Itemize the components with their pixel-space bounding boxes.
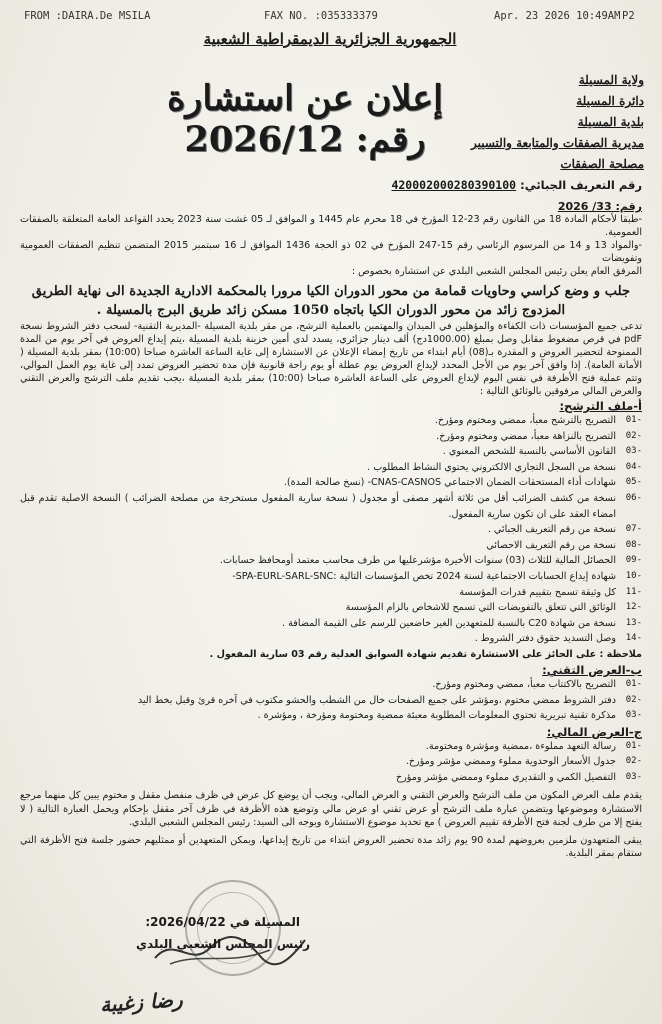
list-item-number: 03-	[625, 771, 642, 782]
list-item-text: رسالة التعهد مملوءة ،ممضية ومؤشرة ومختومة.	[425, 740, 616, 752]
candidacy-item	[20, 569, 642, 585]
list-item-text: التفصيل الكمي و التقديري مملوء وممضي مؤشر ومؤرخ	[395, 771, 616, 783]
list-item-text: نسخة من رقم التعريف الاحصائي	[486, 539, 616, 551]
candidacy-file-list	[20, 413, 642, 647]
list-item-number: 09-	[625, 555, 642, 566]
technical-item	[20, 693, 642, 709]
list-item-number: 02-	[625, 430, 642, 441]
preamble-line: المرفق العام يعلن رئيس المجلس الشعبي البلدي عن استشارة بخصوص :	[351, 266, 642, 277]
list-item-text: مذكرة تقنية تبريرية تحتوي المعلومات المطلوبة معبئة ممضية ومختومة ومؤرخة ، ومؤشرة .	[257, 710, 616, 722]
list-item-number: 03-	[625, 710, 642, 721]
financial-item	[20, 754, 642, 770]
reference-number: رقم: 33/ 2026	[557, 200, 642, 213]
list-item-number: 13-	[625, 617, 642, 628]
candidacy-item	[20, 460, 642, 476]
list-item-number: 14-	[625, 633, 642, 644]
signatory-name: رضا زغيبة	[99, 987, 184, 1017]
financial-item	[20, 770, 642, 786]
list-item-text: نسخة من شهادة C20 بالنسبة للمتعهدين الغير خاضعين للرسم على القيمة المضافة .	[282, 617, 616, 629]
tax-id-value: 420002000280390100	[391, 178, 517, 192]
document-body	[20, 200, 642, 861]
candidacy-item	[20, 616, 642, 632]
list-item-text: التصريح بالنزاهة معبأ، ممضي ومختوم ومؤرخ.	[436, 430, 616, 442]
list-item-text: الوثائق التي تتعلق بالتفويضات التي تسمح للاشخاص بالزام المؤسسة	[345, 602, 616, 614]
list-item-text: القانون الأساسي بالنسبة للشخص المعنوي .	[442, 446, 616, 458]
list-item-number: 01-	[625, 678, 642, 689]
candidacy-item	[20, 475, 642, 491]
list-item-text: نسخة من كشف الضرائب أقل من ثلاثة أشهر مصفى أو مجدول ( نسخة سارية المفعول مستخرجة من مصلحة الضرائب ) النسخة الاصلية تقدم قبل امضاء العقد على ان تكون سارية المفعول.	[20, 492, 616, 520]
list-item-text: التصريح بالاكتتاب معبأ، ممضي ومختوم ومؤرخ.	[432, 678, 616, 690]
candidacy-item	[20, 538, 642, 554]
preamble-line: -والمواد 13 و 14 من المرسوم الرئاسي رقم 15-247 المؤرخ في 02 ذو الحجة 1436 الموافق لـ 16 سبتمبر 2015 المتضمن تنظيم الصفقات العمومية وتفويضات	[20, 240, 643, 264]
closing-paragraph: يبقى المتعهدون ملزمين بعروضهم لمدة 90 يوم زائد مدة تحضير العروض ابتداء من تاريخ إيداعها، ويمكن المتعهدين أو ممثليهم حضور جلسة فتح الأظرفة التي ستقام بمقر البلدية.	[20, 834, 642, 860]
list-item-text: نسخة من رقم التعريف الجبائي .	[487, 524, 616, 536]
admin-directorate: مديرية الصفقات والمتابعة والتسيير	[470, 136, 644, 150]
consultation-title: إعلان عن استشارة رقم: 2026/12	[167, 78, 443, 160]
candidacy-item	[20, 600, 642, 616]
republic-heading: الجمهورية الجزائرية الديمقراطية الشعبية	[203, 30, 457, 48]
admin-daira: دائرة المسيلة	[576, 94, 644, 108]
list-item-number: 02-	[625, 694, 642, 705]
intro-paragraph: تدعى جميع المؤسسات ذات الكفاءة والمؤهلين في الميدان والمهتمين بالعملية الترشح، من مقر بلدية المسيلة -المديرية التقنية- لسحب دفتر الشروط نسخة pdF في قرص مضغوط مقابل وصل بمبلغ (1000.00دج) ألف دينار جزائري، يسدد لدى أمين خزينة بلدية المسيلة ،يتم إيداع العروض في آخر يوم من المدة الممنوحة لتحضير العروض و المقدرة بـ(08) أيام ابتداء من تاريخ إمضاء الإعلان عن الاستشارة إلى غاية الساعة العاشرة صباحا (10:00) بمقر بلدية المسيلة ( الأمانة العامة). إذا وافق آخر يوم من الأجل المحدد لإيداع العروض يوم عطلة أو يوم راحة قانونية فإن مدة تحضير العروض تمدد إلى غاية يوم العمل الموالي، وتتم عملية فتح الأظرفة في نفس اليوم لإيداع العروض على الساعة العاشرة صباحا (10:00) بمقر بلدية المسيلة ،يجب تقديم ملف الترشح والعرض التقني والعرض المالي مرفوقين بالوثائق التالية :	[20, 321, 643, 397]
financial-item	[20, 739, 642, 755]
list-item-number: 07-	[625, 524, 642, 535]
list-item-number: 02-	[625, 756, 642, 767]
fax-number: FAX NO. :035333379	[264, 10, 378, 22]
list-item-text: كل وثيقة تسمح بتقييم قدرات المؤسسة	[459, 586, 616, 598]
candidacy-item	[20, 553, 642, 569]
financial-offer-heading: ج-العرض المالي:	[546, 724, 642, 739]
candidacy-item	[20, 413, 642, 429]
fax-from: FROM :DAIRA.De MSILA	[24, 10, 151, 22]
financial-offer-list	[20, 739, 642, 786]
candidacy-item	[20, 491, 642, 522]
list-item-number: 04-	[625, 461, 642, 472]
fax-header	[24, 10, 642, 26]
list-item-text: جدول الأسعار الوحدوية مملوء وممضي مؤشر ومؤرخ.	[405, 756, 616, 768]
candidacy-file-heading: أ-ملف الترشح:	[559, 399, 642, 413]
tax-id-label: رقم التعريف الجبائي:	[520, 178, 642, 192]
fax-page-number: P2	[622, 10, 635, 22]
admin-service: مصلحة الصفقات	[560, 157, 644, 171]
administration-block	[454, 70, 644, 175]
list-item-number: 01-	[625, 740, 642, 751]
consultation-subject: جلب و وضع كراسي وحاويات قمامة من محور الدوران الكيا مرورا بالمحكمة الادارية الجديدة الى نهاية الطريق المزدوج زائد من محور الدوران الكيا باتجاه 1050 مسكن زائد طريق البرج بالمسيلة .	[31, 284, 631, 318]
signature-place-date: المسيلة في 2026/04/22:	[145, 915, 300, 929]
list-item-text: نسخة من السجل التجاري الالكتروني يحتوي النشاط المطلوب .	[367, 461, 616, 473]
candidacy-item	[20, 429, 642, 445]
list-item-text: التصريح بالترشح معبأ، ممضي ومختوم ومؤرخ.	[434, 415, 616, 426]
list-item-number: 10-	[625, 570, 642, 581]
candidacy-note: ملاحظة : على الحائز على الاستشارة تقديم شهادة السوابق العدلية رقم 03 سارية المفعول .	[209, 648, 642, 660]
technical-item	[20, 708, 642, 724]
list-item-text: وصل التسديد حقوق دفتر الشروط .	[474, 633, 616, 645]
candidacy-item	[20, 585, 642, 601]
closing-paragraph: يقدم ملف العرض المكون من ملف الترشح والعرض التقني و العرض المالي، ويجب أن يوضع كل عرض في ظرف منفصل مقفل و مختوم يبين كل منهما مرجع الاستشارة وموضوعها ويتضمن عبارة ملف الترشح أو عرض تقني او عرض مالي وتوضع هذه الأظرفة في ظرف آخر مقفل بإحكام ويحمل العبارة التالية ( لا يفتح إلا من طرف لجنة فتح الأظرفة تقييم العروض ) مع تحديد موضوع الاستشارة ويوجه الى السيد: رئيس المجلس الشعبي البلدي.	[20, 790, 642, 829]
admin-commune: بلدية المسيلة	[577, 115, 644, 129]
tax-id-line	[391, 178, 642, 192]
candidacy-item	[20, 631, 642, 647]
signature-block	[60, 915, 310, 1020]
technical-offer-list	[20, 677, 642, 724]
candidacy-item	[20, 444, 642, 460]
list-item-number: 08-	[625, 539, 642, 550]
list-item-text: شهادة إيداع الحسابات الاجتماعية لسنة 2024 تخص المؤسسات التالية :SPA-EURL-SARL-SNC-	[232, 570, 616, 582]
list-item-text: دفتر الشروط ممضي مختوم ،ومؤشر على جميع الصفحات خال من الشطب والحشو مكتوب في آخره قرئ وقبل بخط اليد	[137, 694, 616, 706]
candidacy-item	[20, 522, 642, 538]
list-item-number: 01-	[625, 415, 642, 425]
list-item-number: 06-	[625, 492, 642, 503]
list-item-number: 12-	[625, 602, 642, 613]
technical-item	[20, 677, 642, 693]
list-item-text: الحصائل المالية للثلاث (03) سنوات الأخيرة مؤشرعليها من طرف محاسب معتمد أومحافظ حسابات.	[219, 555, 616, 567]
admin-wilaya: ولاية المسيلة	[578, 73, 644, 87]
preamble-line: -طبقا لأحكام المادة 18 من القانون رقم 23-12 المؤرخ في 18 محرم عام 1445 و الموافق لـ 05 غشت سنة 2023 يحدد القواعد العامة المتعلقة بالصفقات العمومية.	[20, 214, 642, 238]
list-item-number: 05-	[625, 477, 642, 488]
list-item-number: 11-	[625, 586, 642, 597]
list-item-number: 03-	[625, 446, 642, 457]
list-item-text: شهادات أداء المستحقات الضمان الاجتماعي CNAS-CASNOS- (نسخ صالحة المدة).	[283, 477, 616, 489]
technical-offer-heading: ب-العرض التقني:	[542, 662, 642, 677]
fax-datetime: Apr. 23 2026 10:49AM	[494, 10, 621, 22]
signature-title: رئيس المجلس الشعبي البلدي	[136, 937, 310, 951]
